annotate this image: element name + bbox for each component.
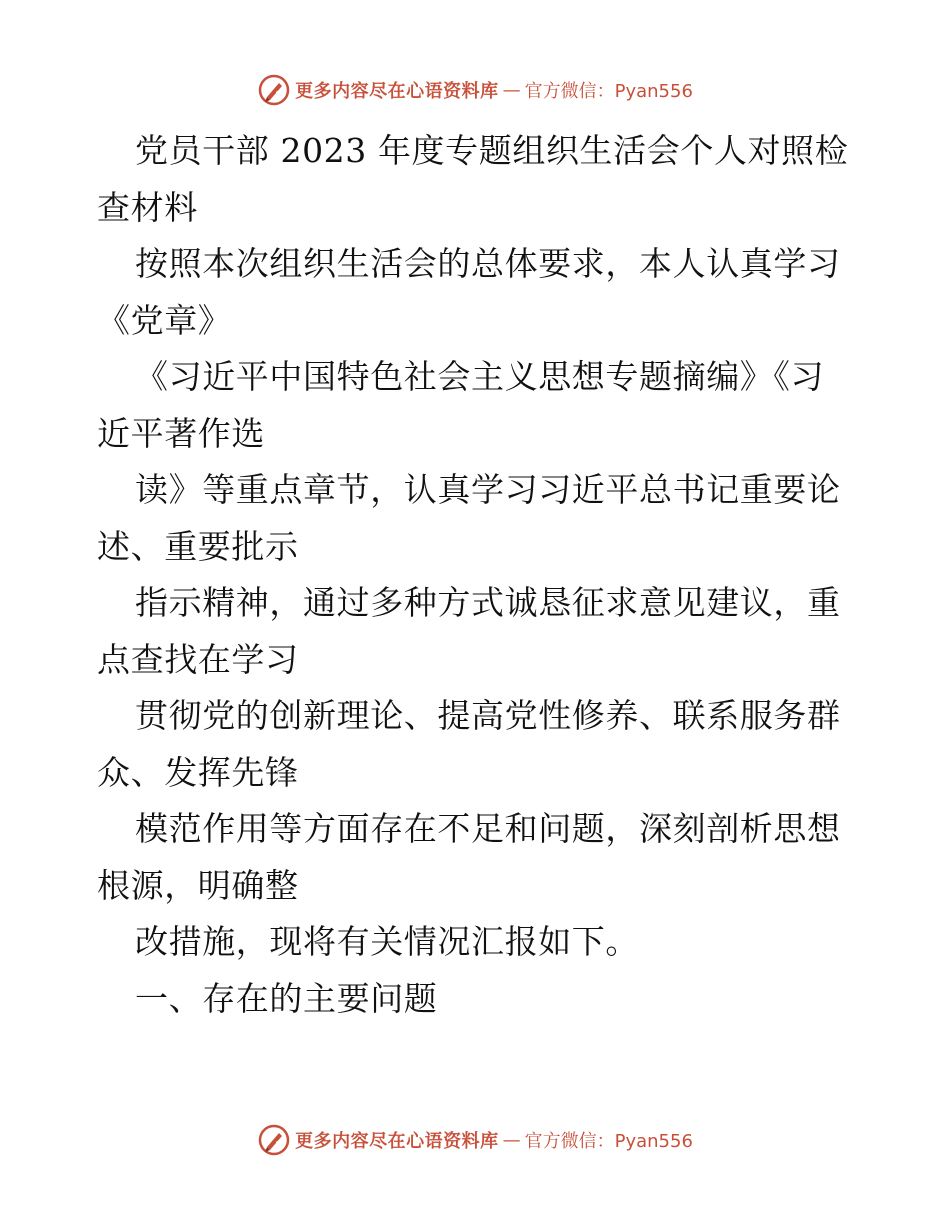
paragraph-line: 贯彻党的创新理论、提高党性修养、联系服务群 (135, 696, 841, 735)
paragraph-line: 《习近平中国特色社会主义思想专题摘编》《习 (135, 357, 825, 396)
paragraph-line: 指示精神，通过多种方式诚恳征求意见建议，重 (135, 583, 841, 622)
paragraph-line: 根源，明确整 (97, 865, 299, 905)
paragraph-line: 模范作用等方面存在不足和问题，深刻剖析思想 (135, 809, 841, 848)
paragraph-line: 点查找在学习 (97, 639, 299, 679)
watermark-dash: — (502, 1129, 521, 1151)
paragraph-line: 改措施，现将有关情况汇报如下。 (135, 922, 639, 961)
pen-logo-icon (257, 1123, 291, 1157)
paragraph-line: 近平著作选 (97, 413, 265, 453)
paragraph-line: 述、重要批示 (97, 526, 299, 566)
title-line-1: 党员干部 2023 年度专题组织生活会个人对照检 (135, 131, 849, 170)
watermark-site-text: 更多内容尽在心语资料库 (295, 81, 499, 102)
paragraph-line: 《党章》 (97, 300, 232, 340)
paragraph-line: 读》等重点章节，认真学习习近平总书记重要论 (135, 470, 841, 509)
footer-watermark (0, 1120, 950, 1160)
title-line-2: 查材料 (97, 187, 198, 227)
section-heading: 一、存在的主要问题 (135, 978, 438, 1018)
watermark-contact-text: 官方微信：Pyan556 (524, 81, 693, 102)
paragraph-line: 众、发挥先锋 (97, 752, 299, 792)
paragraph-line: 按照本次组织生活会的总体要求，本人认真学习 (135, 244, 841, 283)
watermark-site-text: 更多内容尽在心语资料库 (295, 1131, 499, 1152)
watermark-dash: — (502, 79, 521, 101)
header-watermark (0, 70, 950, 110)
document-body (97, 123, 857, 1027)
watermark-contact-text: 官方微信：Pyan556 (524, 1131, 693, 1152)
pen-logo-icon (257, 73, 291, 107)
